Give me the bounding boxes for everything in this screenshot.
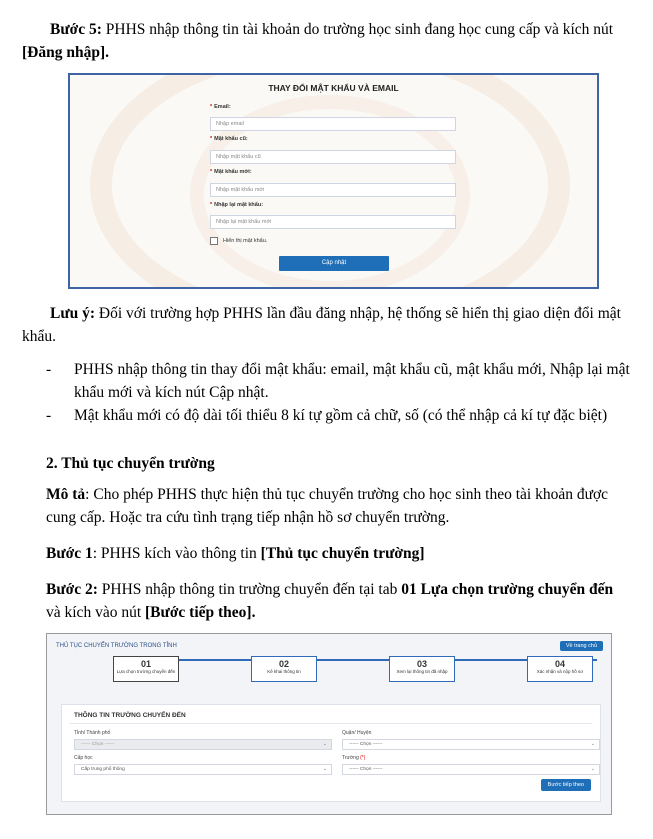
email-field[interactable]: Nhập email xyxy=(210,117,456,131)
step2-tab-ref: 01 Lựa chọn trường chuyển đến xyxy=(401,581,614,598)
step1-paragraph xyxy=(46,542,630,565)
step5-label: Bước 5: xyxy=(50,21,102,38)
new-password-label: * Mật khẩu mới: xyxy=(210,169,252,175)
checkbox-icon[interactable] xyxy=(210,237,218,245)
bullet-item: - Mật khẩu mới có độ dài tối thiểu 8 kí tự gồm cả chữ, số (có thể nhập cả kí tự đặc biệt) xyxy=(46,404,630,427)
description-paragraph xyxy=(46,483,630,529)
step-tab-02[interactable]: 02 Kê khai thông tin xyxy=(251,656,317,682)
step1-target: [Thủ tục chuyển trường] xyxy=(260,545,425,562)
note-paragraph xyxy=(22,302,630,348)
next-step-button[interactable]: Bước tiếp theo xyxy=(541,779,591,791)
school-label: Trường (*) xyxy=(342,755,366,761)
old-password-field[interactable]: Nhập mật khẩu cũ xyxy=(210,150,456,164)
card-title: THÔNG TIN TRƯỜNG CHUYỂN ĐẾN xyxy=(74,712,186,719)
transfer-info-card xyxy=(61,704,601,802)
update-button[interactable]: Cập nhật xyxy=(279,256,389,271)
show-password-checkbox[interactable] xyxy=(210,237,267,245)
step-tab-03[interactable]: 03 Xem lại thông tin đã nhập xyxy=(389,656,455,682)
step2-text-2: và kích vào nút xyxy=(46,604,146,621)
note-text: Đối với trường hợp PHHS lần đầu đăng nhập, hệ thống sẽ hiển thị giao diện đổi mật khẩu. xyxy=(22,305,621,345)
email-label: * Email: xyxy=(210,104,231,110)
step5-button-ref: [Đăng nhập]. xyxy=(22,44,109,61)
chevron-down-icon: ⌄ xyxy=(590,766,595,772)
confirm-password-label: * Nhập lại mật khẩu: xyxy=(210,202,264,208)
chevron-down-icon: ⌄ xyxy=(590,741,595,747)
district-label: Quận/ Huyện xyxy=(342,730,372,736)
section-heading: 2. Thủ tục chuyển trường xyxy=(46,455,215,472)
step-tab-04[interactable]: 04 Xác nhận và nộp hồ sơ xyxy=(527,656,593,682)
new-password-field[interactable]: Nhập mật khẩu mới xyxy=(210,183,456,197)
bullet-text: PHHS nhập thông tin thay đổi mật khẩu: email, mật khẩu cũ, mật khẩu mới, Nhập lại mật khẩu mới và kích nút Cập nhật. xyxy=(74,361,630,401)
province-label: Tỉnh/ Thành phố xyxy=(74,730,111,736)
step1-label: Bước 1 xyxy=(46,545,93,562)
step2-paragraph xyxy=(46,578,630,624)
step5-paragraph xyxy=(22,18,630,64)
school-select[interactable]: ------ Chọn ------ ⌄ xyxy=(342,764,600,775)
province-select[interactable]: ------ Chọn ------ ⌄ xyxy=(74,739,332,750)
level-label: Cấp học xyxy=(74,755,93,761)
confirm-password-field[interactable]: Nhập lại mật khẩu mới xyxy=(210,215,456,229)
step-tab-01[interactable]: 01 Lựa chọn trường chuyển đến xyxy=(113,656,179,682)
step2-label: Bước 2: xyxy=(46,581,98,598)
chevron-down-icon: ⌄ xyxy=(322,766,327,772)
district-select[interactable]: ------ Chọn ------ ⌄ xyxy=(342,739,600,750)
transfer-screenshot xyxy=(46,633,612,815)
step2-button-ref: [Bước tiếp theo]. xyxy=(145,604,256,621)
bullet-item: - PHHS nhập thông tin thay đổi mật khẩu: email, mật khẩu cũ, mật khẩu mới, Nhập lại mật khẩu mới và kích nút Cập nhật. xyxy=(46,358,630,404)
home-button[interactable]: Về trang chủ xyxy=(560,641,603,651)
show-password-label: Hiển thị mật khẩu. xyxy=(223,238,268,244)
description-label: Mô tả xyxy=(46,486,86,503)
bullet-text: Mật khẩu mới có độ dài tối thiểu 8 kí tự gồm cả chữ, số (có thể nhập cả kí tự đặc biệt) xyxy=(74,407,608,424)
note-label: Lưu ý: xyxy=(50,305,96,322)
step5-text: PHHS nhập thông tin tài khoản do trường học sinh đang học cung cấp và kích nút xyxy=(101,21,614,38)
step1-text: : PHHS kích vào thông tin xyxy=(92,545,261,562)
step2-text: PHHS nhập thông tin trường chuyển đến tại tab xyxy=(97,581,402,598)
description-text: : Cho phép PHHS thực hiện thủ tục chuyển trường cho học sinh theo tài khoản được cung cấp. Hoặc tra cứu tình trạng tiếp nhận hồ sơ chuyển trường. xyxy=(46,486,609,526)
divider xyxy=(70,723,592,724)
transfer-header: THỦ TỤC CHUYỂN TRƯỜNG TRONG TỈNH xyxy=(56,643,177,649)
level-select[interactable]: Cấp trung phổ thông ⌄ xyxy=(74,764,332,775)
chevron-down-icon: ⌄ xyxy=(322,741,327,747)
form-title: THAY ĐỔI MẬT KHẨU VÀ EMAIL xyxy=(268,83,399,93)
old-password-label: * Mật khẩu cũ: xyxy=(210,136,248,142)
change-password-screenshot xyxy=(68,73,599,289)
